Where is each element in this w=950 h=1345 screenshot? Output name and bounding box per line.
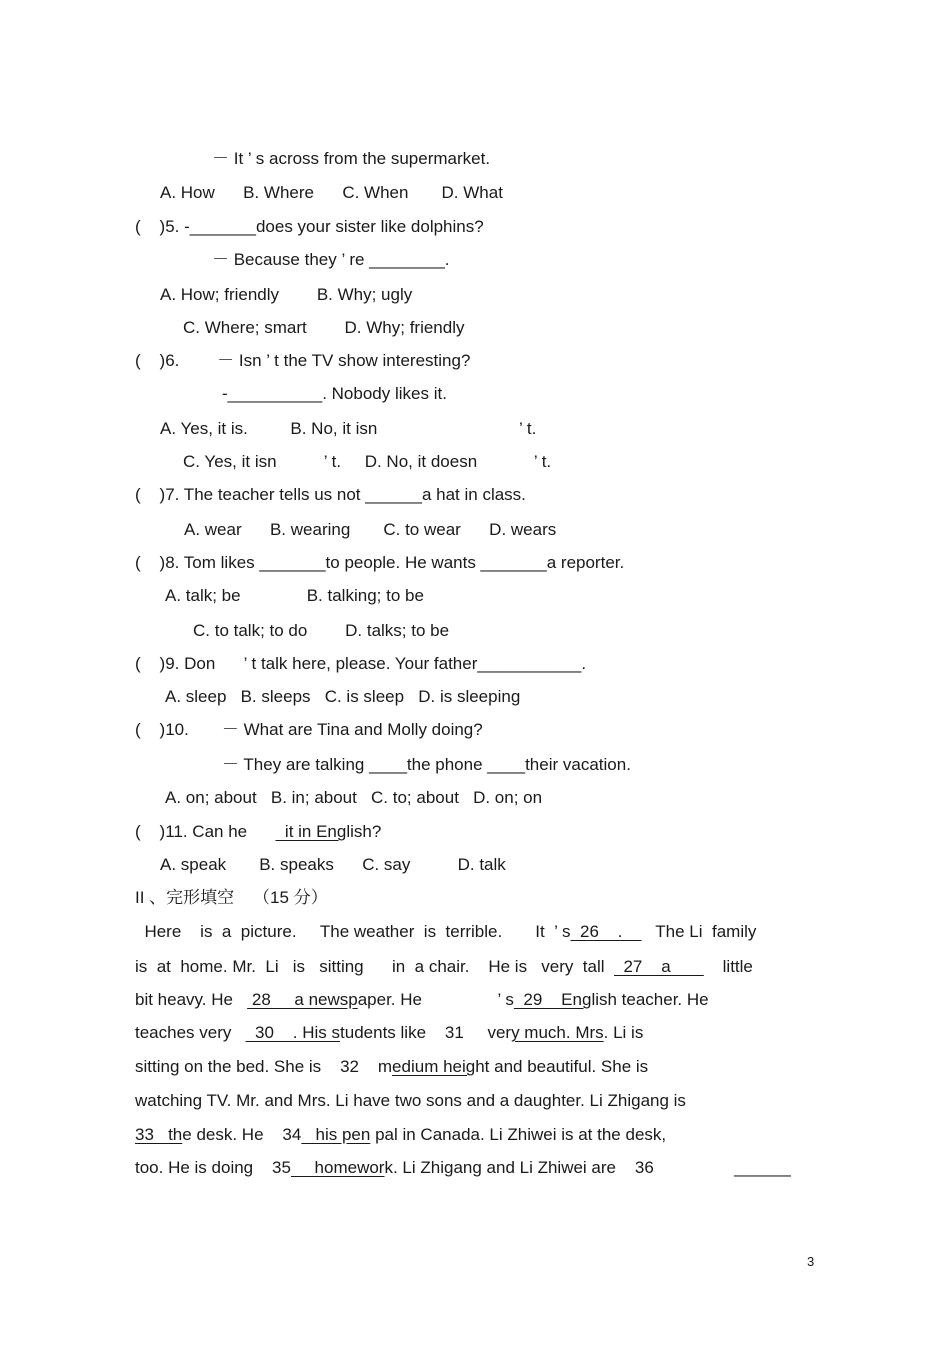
q5-reply	[212, 250, 450, 270]
cloze-line-1-segment: Here is a picture. The weather is terrible. It ’ s	[135, 922, 571, 941]
q8-options-ab-segment: A. talk; be B. talking; to be	[165, 586, 424, 605]
q4-answer-segment: － It ’ s across from the supermarket.	[212, 149, 491, 168]
cloze-line-3-segment: aper. He ’ s	[357, 990, 514, 1009]
q8-options-cd	[193, 621, 449, 641]
q5-options-cd-segment: C. Where; smart D. Why; friendly	[183, 318, 465, 337]
cloze-line-3-segment: 28 a newsp	[247, 990, 358, 1009]
q4-options	[160, 183, 503, 203]
q8-options-ab	[165, 586, 424, 606]
q6-reply-segment: -__________. Nobody likes it.	[222, 384, 447, 403]
cloze-line-6-segment: watching TV. Mr. and Mrs. Li have two sons and a daughter. Li Zhigang is	[135, 1091, 686, 1110]
q6-options-ab-segment: A. Yes, it is. B. No, it isn ’ t.	[160, 419, 537, 438]
cloze-line-8-segment: too. He is doing 35	[135, 1158, 291, 1177]
cloze-line-7-segment: 33 th	[135, 1125, 183, 1144]
q9-stem	[135, 654, 586, 674]
cloze-line-4-segment: . Li is	[603, 1023, 644, 1042]
cloze-line-3-segment: 29 Eng	[513, 990, 592, 1009]
q11-options-segment: A. speak B. speaks C. say D. talk	[160, 855, 506, 874]
q11-stem-segment: ( )11. Can he	[135, 822, 276, 841]
q6-options-cd-segment: C. Yes, it isn ’ t. D. No, it doesn ’ t.	[183, 452, 552, 471]
cloze-line-2-segment: is at home. Mr. Li is sitting in a chair. He is very tall	[135, 957, 614, 976]
q11-options	[160, 855, 506, 875]
cloze-line-4-segment: 30 . His s	[245, 1023, 341, 1042]
cloze-line-6	[135, 1091, 686, 1111]
q5-options-cd	[183, 318, 465, 338]
cloze-line-1-segment: 26 .	[570, 922, 642, 941]
q11-stem-segment: it in Eng	[275, 822, 347, 841]
q6-reply	[222, 384, 447, 404]
q5-options-ab	[160, 285, 412, 305]
cloze-line-7-segment: e desk. He 34	[182, 1125, 302, 1144]
cloze-line-2	[135, 957, 753, 977]
q6-stem	[135, 351, 470, 371]
q4-options-segment: A. How B. Where C. When D. What	[160, 183, 503, 202]
cloze-line-4-segment: tudents like 31 ver	[340, 1023, 512, 1042]
q6-options-ab	[160, 419, 536, 439]
cloze-line-5-segment: edium heig	[392, 1057, 476, 1076]
cloze-line-1-segment: The Li family	[641, 922, 757, 941]
cloze-line-3-segment: lish teacher. He	[591, 990, 709, 1009]
q6-options-cd	[183, 452, 551, 472]
section-2-heading-segment: II 、完形填空 （15 分）	[135, 888, 328, 907]
q5-options-ab-segment: A. How; friendly B. Why; ugly	[160, 285, 413, 304]
q10-options-segment: A. on; about B. in; about C. to; about D. on; on	[165, 788, 543, 807]
cloze-line-7-segment: pal in Canada. Li Zhiwei is at the desk,	[370, 1125, 667, 1144]
q5-reply-segment: － Because they ’ re ________.	[212, 250, 450, 269]
cloze-line-3	[135, 990, 709, 1010]
cloze-line-4	[135, 1023, 643, 1043]
section-2-heading	[135, 888, 328, 908]
q11-stem	[135, 822, 381, 842]
q5-stem-segment: ( )5. -_______does your sister like dolphins?	[135, 217, 484, 236]
q10-reply	[222, 755, 631, 775]
q10-stem-segment: ( )10. － What are Tina and Molly doing?	[135, 720, 483, 739]
cloze-line-7-segment: his pen	[301, 1125, 371, 1144]
page-number: 3	[807, 1254, 815, 1269]
q10-options	[165, 788, 542, 808]
q7-options-segment: A. wear B. wearing C. to wear D. wears	[184, 520, 557, 539]
q10-stem	[135, 720, 483, 740]
cloze-line-7	[135, 1125, 666, 1145]
q9-options-segment: A. sleep B. sleeps C. is sleep D. is sleeping	[165, 687, 521, 706]
q8-options-cd-segment: C. to talk; to do D. talks; to be	[193, 621, 450, 640]
q8-stem	[135, 553, 624, 573]
q10-reply-segment: － They are talking ____the phone ____their vacation.	[222, 755, 631, 774]
cloze-line-4-segment: teaches very	[135, 1023, 246, 1042]
q7-stem-segment: ( )7. The teacher tells us not ______a hat in class.	[135, 485, 526, 504]
q11-stem-segment: lish?	[346, 822, 382, 841]
q5-stem	[135, 217, 484, 237]
q7-stem	[135, 485, 526, 505]
cloze-line-1	[135, 922, 756, 942]
cloze-line-5-segment: sitting on the bed. She is 32 m	[135, 1057, 393, 1076]
cloze-line-2-segment: 27 a	[614, 957, 704, 976]
cloze-line-8-segment: k. Li Zhigang and Li Zhiwei are 36 ______	[384, 1158, 791, 1177]
cloze-line-4-segment: y much. Mrs	[511, 1023, 604, 1042]
cloze-line-3-segment: bit heavy. He	[135, 990, 248, 1009]
cloze-line-8	[135, 1158, 791, 1178]
q6-stem-segment: ( )6. － Isn ’ t the TV show interesting?	[135, 351, 471, 370]
cloze-line-5-segment: ht and beautiful. She is	[475, 1057, 649, 1076]
cloze-line-5	[135, 1057, 648, 1077]
q7-options	[184, 520, 556, 540]
q8-stem-segment: ( )8. Tom likes _______to people. He wants _______a reporter.	[135, 553, 625, 572]
q4-answer	[212, 149, 490, 169]
cloze-line-2-segment: little	[703, 957, 753, 976]
q9-options	[165, 687, 520, 707]
cloze-line-8-segment: homewor	[290, 1158, 385, 1177]
q9-stem-segment: ( )9. Don ’ t talk here, please. Your father___________.	[135, 654, 587, 673]
